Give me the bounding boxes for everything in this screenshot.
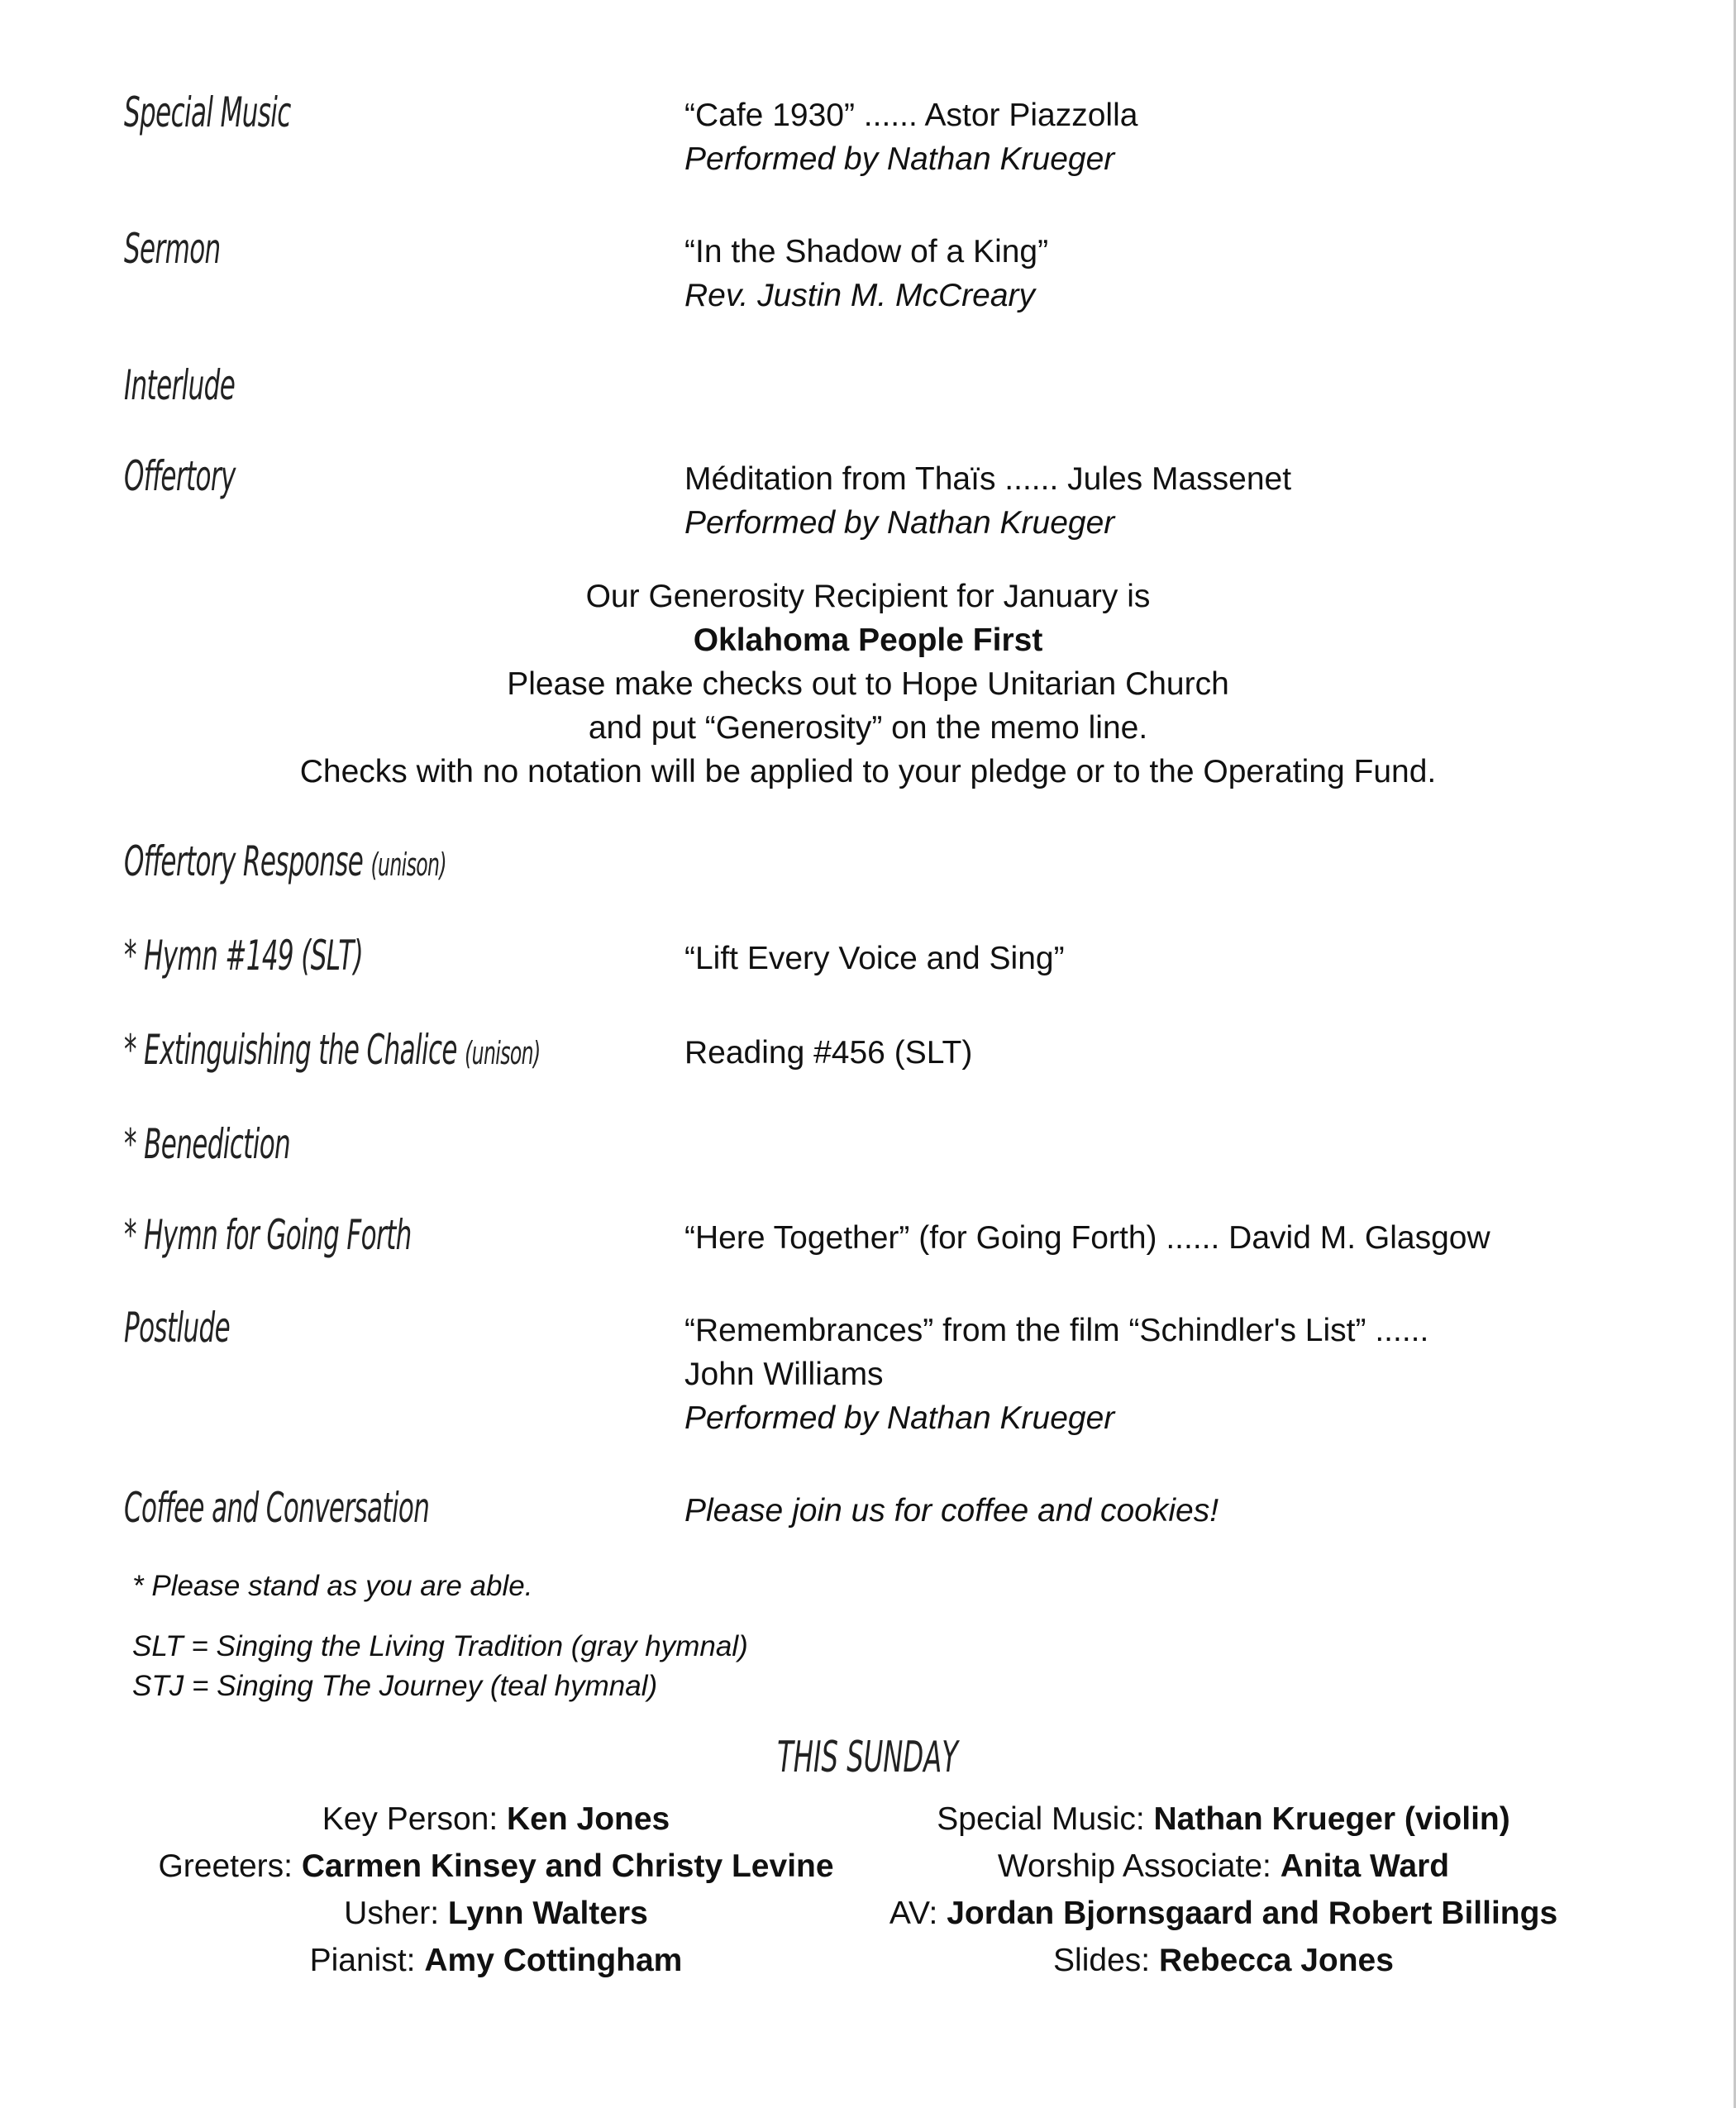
detail-line: “In the Shadow of a King”	[684, 234, 1049, 269]
service-item-benediction	[124, 1121, 1653, 1167]
this-sunday-heading	[0, 1733, 1736, 1782]
role-line	[124, 1937, 868, 1984]
detail-line: Performed by Nathan Krueger	[684, 505, 1115, 541]
generosity-recipient: Oklahoma People First	[693, 622, 1043, 658]
volunteer-roles-left	[124, 1796, 868, 1984]
service-item-label: * Hymn for Going Forth	[124, 1211, 412, 1259]
footnotes	[132, 1567, 748, 1706]
service-item-label: Coffee and Conversation	[124, 1484, 430, 1532]
service-item-label: * Benediction	[124, 1120, 291, 1168]
role-name: Anita Ward	[1280, 1848, 1450, 1884]
role-name: Ken Jones	[507, 1801, 670, 1837]
service-item-offertory-response	[124, 838, 1653, 888]
service-item-label: Special Music	[124, 88, 291, 136]
detail-line: Performed by Nathan Krueger	[684, 141, 1115, 177]
this-sunday-title: THIS SUNDAY	[777, 1733, 959, 1782]
generosity-line: and put “Generosity” on the memo line.	[588, 710, 1148, 746]
detail-line: Performed by Nathan Krueger	[684, 1400, 1115, 1436]
service-item-special-music	[124, 89, 1653, 181]
service-item-details	[684, 838, 1653, 842]
generosity-line: Checks with no notation will be applied to your pledge or to the Operating Fund.	[299, 754, 1437, 789]
service-item-details	[684, 1027, 1653, 1075]
stj-note: STJ = Singing The Journey (teal hymnal)	[132, 1670, 658, 1702]
service-item-label: * Hymn #149 (SLT)	[124, 932, 364, 980]
service-item-hymn-going-forth	[124, 1212, 1653, 1260]
service-item-sermon	[124, 226, 1653, 317]
detail-line: “Cafe 1930” ...... Astor Piazzolla	[684, 98, 1138, 133]
role-name: Amy Cottingham	[424, 1943, 683, 1978]
role-label: AV:	[889, 1896, 947, 1931]
label-text: Offertory Response	[124, 837, 364, 885]
service-item-coffee	[124, 1485, 1653, 1533]
generosity-notice	[124, 575, 1612, 794]
service-item-label: Postlude	[124, 1304, 231, 1352]
service-item-label: Interlude	[124, 361, 236, 409]
service-item-label	[124, 1026, 541, 1076]
order-of-service-continued	[124, 838, 1653, 1533]
role-name: Rebecca Jones	[1158, 1943, 1394, 1978]
service-item-details	[684, 1485, 1653, 1533]
service-item-postlude	[124, 1304, 1653, 1440]
detail-line: Reading #456 (SLT)	[684, 1035, 973, 1071]
role-label: Usher:	[344, 1896, 448, 1931]
detail-line: Méditation from Thaïs ...... Jules Massenet	[684, 461, 1292, 497]
role-line	[124, 1796, 868, 1843]
service-item-details	[684, 1212, 1653, 1260]
role-label: Slides:	[1053, 1943, 1159, 1978]
service-item-hymn-149	[124, 932, 1653, 980]
role-line	[860, 1796, 1587, 1843]
role-label: Pianist:	[309, 1943, 425, 1978]
slt-note: SLT = Singing the Living Tradition (gray hymnal)	[132, 1630, 748, 1662]
service-item-details	[684, 89, 1653, 181]
service-item-details	[684, 453, 1653, 545]
service-item-details	[684, 932, 1653, 980]
detail-line: Rev. Justin M. McCreary	[684, 278, 1036, 313]
order-of-service	[124, 89, 1653, 545]
role-line	[124, 1890, 868, 1937]
service-item-details	[684, 1121, 1653, 1125]
detail-line: Please join us for coffee and cookies!	[684, 1493, 1219, 1529]
role-label: Greeters:	[158, 1848, 302, 1884]
role-name: Jordan Bjornsgaard and Robert Billings	[947, 1896, 1558, 1931]
role-name: Nathan Krueger (violin)	[1153, 1801, 1510, 1837]
detail-line: “Remembrances” from the film “Schindler's List” ......	[684, 1313, 1429, 1348]
role-label: Worship Associate:	[997, 1848, 1281, 1884]
service-item-details	[684, 362, 1653, 366]
service-item-interlude	[124, 362, 1653, 408]
service-item-details	[684, 1304, 1653, 1440]
detail-line: “Lift Every Voice and Sing”	[684, 941, 1065, 976]
service-item-extinguishing-chalice	[124, 1027, 1653, 1076]
service-item-label	[124, 838, 471, 888]
role-name: Lynn Walters	[447, 1896, 648, 1931]
service-item-label: Sermon	[124, 225, 221, 273]
service-item-offertory	[124, 453, 1653, 545]
label-note: (unison)	[465, 1035, 541, 1071]
label-text: * Extinguishing the Chalice	[124, 1026, 457, 1074]
detail-line: “Here Together” (for Going Forth) ...... David M. Glasgow	[684, 1220, 1490, 1256]
role-line	[124, 1843, 868, 1890]
generosity-line: Please make checks out to Hope Unitarian Church	[507, 666, 1229, 702]
role-label: Special Music:	[937, 1801, 1154, 1837]
role-line	[860, 1890, 1587, 1937]
role-label: Key Person:	[322, 1801, 508, 1837]
role-line	[860, 1937, 1587, 1984]
role-line	[860, 1843, 1587, 1890]
label-note: (unison)	[370, 847, 446, 883]
service-item-label: Offertory	[124, 452, 236, 500]
detail-line: John Williams	[684, 1357, 884, 1392]
stand-note: * Please stand as you are able.	[132, 1570, 533, 1602]
service-item-details	[684, 226, 1653, 317]
volunteer-roles-right	[860, 1796, 1587, 1984]
role-name: Carmen Kinsey and Christy Levine	[301, 1848, 834, 1884]
generosity-line: Our Generosity Recipient for January is	[585, 579, 1151, 614]
